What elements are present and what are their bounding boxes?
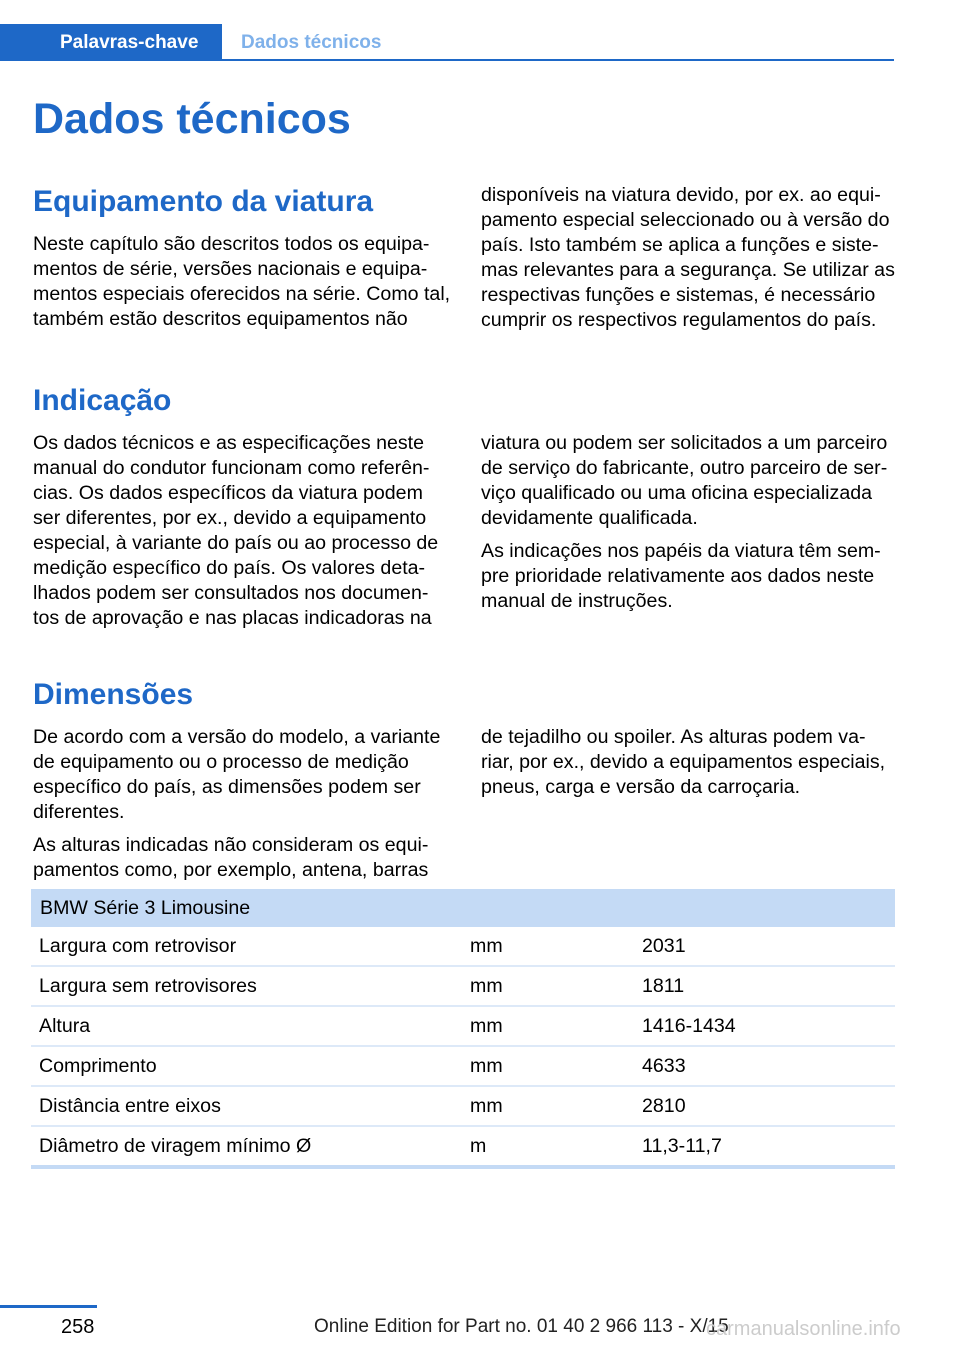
table-row — [31, 1006, 895, 1046]
paragraph: Neste capítulo são descritos todos os equipa-mentos de série, versões nacionais e equipa-mentos especiais oferecidos na série. Como tal, também estão descritos equipamentos não — [33, 233, 451, 330]
row-unit: mm — [462, 1046, 634, 1086]
tab-technical-data[interactable]: Dados técnicos — [241, 32, 382, 53]
row-unit: m — [462, 1126, 634, 1167]
equipment-right-column — [481, 183, 897, 341]
row-value: 1416-1434 — [634, 1006, 895, 1046]
row-label: Largura sem retrovisores — [31, 966, 462, 1006]
paragraph: de tejadilho ou spoiler. As alturas podem va-riar, por ex., devido a equipamentos especiais, pneus, carga e versão da carroçaria. — [481, 726, 886, 798]
row-unit: mm — [462, 927, 634, 966]
edition-note: Online Edition for Part no. 01 40 2 966 113 - X/15 — [314, 1316, 729, 1337]
footer-rule — [0, 1305, 97, 1308]
heading-dimensions: Dimensões — [33, 678, 194, 711]
table-row — [31, 1126, 895, 1167]
page-number: 258 — [61, 1316, 95, 1338]
paragraph: Os dados técnicos e as especificações neste manual do condutor funcionam como referên-cias. Os dados específicos da viatura podem ser diferentes, por ex., devido a equipamento especial, à variante do país ou ao processo de medição específico do país. Os valores deta-lhados podem ser consultados nos documen-tos de aprovação e nas placas indicadoras na — [33, 432, 439, 629]
note-right-column — [481, 431, 897, 622]
dimensions-left-column — [33, 725, 453, 891]
row-unit: mm — [462, 1086, 634, 1126]
row-unit: mm — [462, 1006, 634, 1046]
heading-note: Indicação — [33, 384, 172, 417]
dimensions-right-column — [481, 725, 897, 808]
header-rule — [0, 59, 894, 61]
row-unit: mm — [462, 966, 634, 1006]
row-value: 11,3-11,7 — [634, 1126, 895, 1167]
paragraph: As alturas indicadas não consideram os equi-pamentos como, por exemplo, antena, barras — [33, 834, 429, 881]
table-header: BMW Série 3 Limousine — [31, 889, 895, 927]
row-label: Largura com retrovisor — [31, 927, 462, 966]
paragraph: De acordo com a versão do modelo, a variante de equipamento ou o processo de medição específico do país, as dimensões podem ser diferentes. — [33, 726, 441, 823]
row-label: Distância entre eixos — [31, 1086, 462, 1126]
equipment-left-column — [33, 232, 453, 340]
row-value: 2810 — [634, 1086, 895, 1126]
row-label: Altura — [31, 1006, 462, 1046]
row-label: Comprimento — [31, 1046, 462, 1086]
row-value: 2031 — [634, 927, 895, 966]
heading-equipment: Equipamento da viatura — [33, 185, 374, 218]
table-row — [31, 927, 895, 966]
table-row — [31, 1046, 895, 1086]
paragraph: disponíveis na viatura devido, por ex. ao equi-pamento especial seleccionado ou à versão do país. Isto também se aplica a funções e siste-mas relevantes para a segurança. Se utilizar as respectivas funções e sistemas, é necessário cumprir os respectivos regulamentos do país. — [481, 184, 895, 331]
table-row — [31, 1086, 895, 1126]
table-header-row — [31, 889, 895, 927]
paragraph: As indicações nos papéis da viatura têm sem-pre prioridade relativamente aos dados neste manual de instruções. — [481, 540, 881, 612]
paragraph: viatura ou podem ser solicitados a um parceiro de serviço do fabricante, outro parceiro de ser-viço qualificado ou uma oficina especializada devidamente qualificada. — [481, 432, 888, 529]
header-tabs — [0, 24, 894, 61]
tab-keywords[interactable]: Palavras-chave — [0, 24, 222, 61]
page-title: Dados técnicos — [33, 95, 351, 143]
note-left-column — [33, 431, 453, 639]
row-value: 4633 — [634, 1046, 895, 1086]
row-label: Diâmetro de viragem mínimo Ø — [31, 1126, 462, 1167]
watermark: carmanualsonline.info — [706, 1318, 901, 1340]
dimensions-table — [31, 889, 895, 1169]
table-row — [31, 966, 895, 1006]
row-value: 1811 — [634, 966, 895, 1006]
